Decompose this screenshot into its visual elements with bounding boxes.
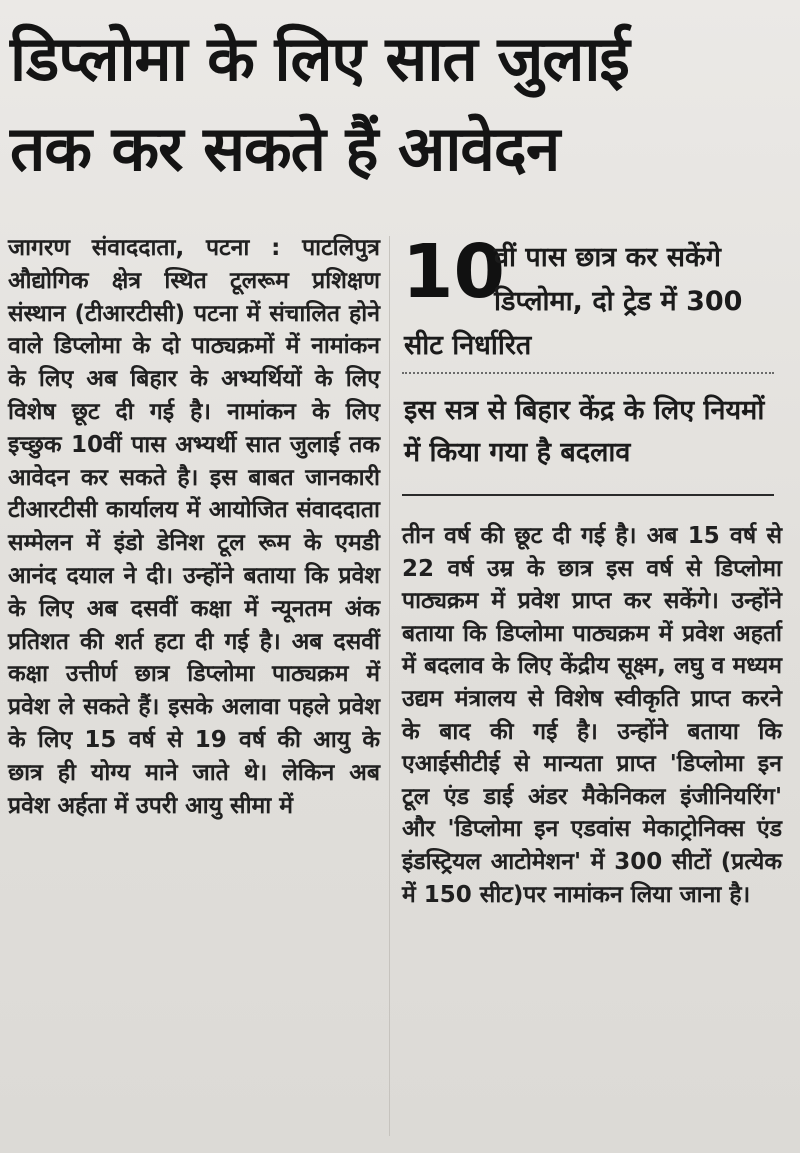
- headline-line-2: तक कर सकते हैं आवेदन: [10, 112, 560, 185]
- highlight-subheading-2: इस सत्र से बिहार केंद्र के लिए नियमों में किया गया है बदलाव: [404, 395, 765, 468]
- byline: जागरण संवाददाता, पटना :: [8, 235, 281, 261]
- headline-line-1: डिप्लोमा के लिए सात जुलाई: [10, 22, 629, 95]
- right-column-text: तीन वर्ष की छूट दी गई है। अब 15 वर्ष से 22 वर्ष उम्र के छात्र इस वर्ष से डिप्लोमा पाठ्यक्रम में प्रवेश प्राप्त कर सकेंगे। उन्होंने बताया कि डिप्लोमा पाठ्यक्रम में प्रवेश अहर्ता में बदलाव के लिए केंद्रीय सूक्ष्म, लघु व मध्यम उद्यम मंत्रालय से विशेष स्वीकृति प्राप्त करने के बाद की गई है। उन्होंने बताया कि एआईसीटीई से मान्यता प्राप्त 'डिप्लोमा इन टूल एंड डाई अंडर मैकेनिकल इंजीनियरिंग' और 'डिप्लोमा इन एडवांस मेकाट्रोनिक्स एंड इंडस्ट्रियल आटोमेशन' में 300 सीटों (प्रत्येक में 150 सीट)पर नामांकन लिया जाना है।: [402, 523, 782, 908]
- headline: [10, 14, 750, 194]
- solid-divider: [402, 494, 774, 496]
- highlight-subheading-1-end: सीट निर्धारित: [404, 330, 532, 361]
- highlight-big-number: 10: [402, 229, 505, 315]
- left-column-text: पाटलिपुत्र औद्योगिक क्षेत्र स्थित टूलरूम प्रशिक्षण संस्थान (टीआरटीसी) पटना में संचालित होने वाले डिप्लोमा के दो पाठ्यक्रमों में नामांकन के लिए अब बिहार के अभ्यर्थियों के लिए विशेष छूट दी गई है। नामांकन के लिए इच्छुक 10वीं पास अभ्यर्थी सात जुलाई तक आवेदन कर सकते है। इस बाबत जानकारी टीआरटीसी कार्यालय में आयोजित संवाददाता सम्मेलन में इंडो डेनिश टूल रूम के एमडी आनंद दयाल ने दी। उन्होंने बताया कि प्रवेश के लिए अब दसवीं कक्षा में न्यूनतम अंक प्रतिशत की शर्त हटा दी गई है। अब दसवीं कक्षा उत्तीर्ण छात्र डिप्लोमा पाठ्यक्रम में प्रवेश ले सकते हैं। इसके अलावा पहले प्रवेश के लिए 15 वर्ष से 19 वर्ष की आयु के छात्र ही योग्य माने जाते थे। लेकिन अब प्रवेश अर्हता में उपरी आयु सीमा में: [8, 235, 380, 819]
- left-column-article: [8, 232, 380, 822]
- column-divider: [389, 236, 390, 1136]
- dotted-divider: [402, 372, 774, 374]
- highlight-subheading-1: वीं पास छात्र कर सकेंगे डिप्लोमा, दो ट्रेड में 300: [494, 242, 743, 317]
